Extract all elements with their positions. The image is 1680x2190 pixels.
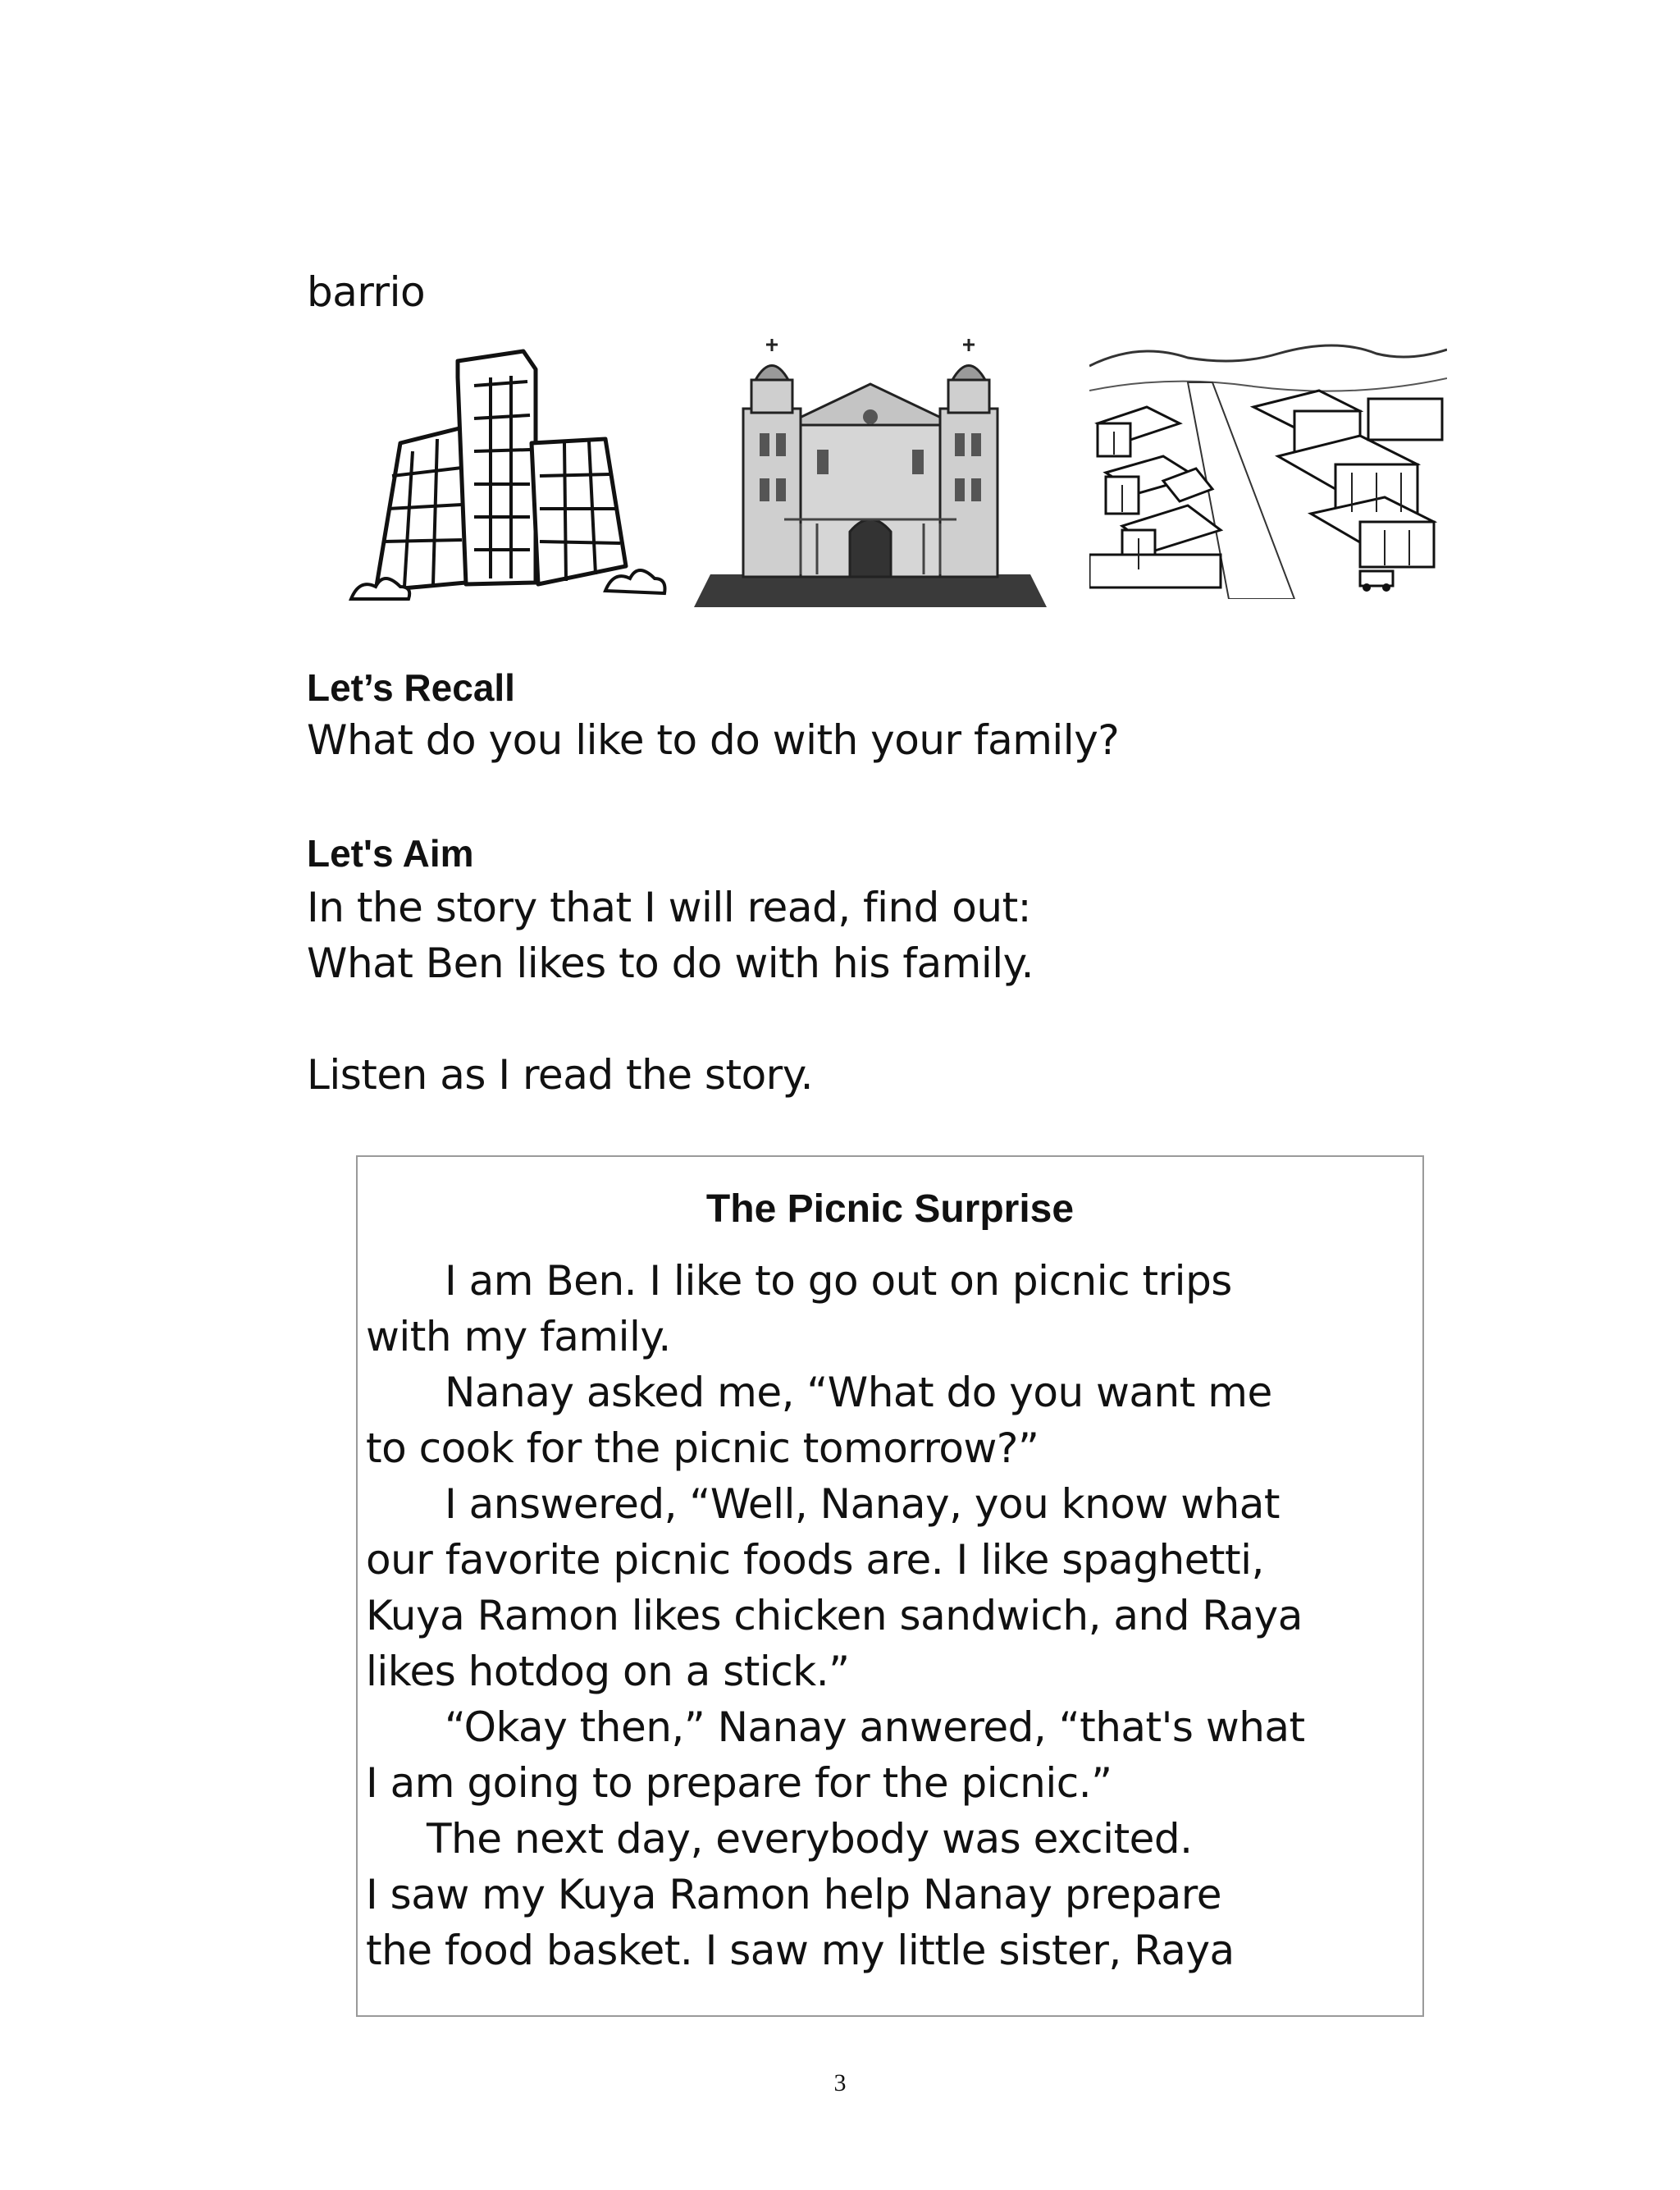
story-line: The next day, everybody was excited. xyxy=(427,1815,1193,1863)
story-line: Nanay asked me, “What do you want me xyxy=(445,1369,1272,1416)
story-line: I am going to prepare for the picnic.” xyxy=(366,1759,1112,1807)
story-line: I saw my Kuya Ramon help Nanay prepare xyxy=(366,1871,1221,1918)
story-line: with my family. xyxy=(366,1313,671,1360)
aim-line-1: In the story that I will read, find out: xyxy=(307,884,1032,931)
recall-heading: Let’s Recall xyxy=(307,666,515,709)
story-title: The Picnic Surprise xyxy=(705,1187,1075,1231)
story-line: to cook for the picnic tomorrow?” xyxy=(366,1424,1039,1472)
church-icon xyxy=(694,335,1047,607)
story-box xyxy=(356,1155,1424,2017)
vocabulary-word: barrio xyxy=(307,268,426,316)
story-line: I answered, “Well, Nanay, you know what xyxy=(445,1480,1281,1528)
listen-instruction: Listen as I read the story. xyxy=(307,1051,814,1099)
story-line: I am Ben. I like to go out on picnic trips xyxy=(445,1257,1232,1305)
village-icon xyxy=(1089,333,1447,599)
story-line: likes hotdog on a stick.” xyxy=(366,1648,850,1695)
story-line: “Okay then,” Nanay anwered, “that's what xyxy=(445,1703,1305,1751)
building-icon xyxy=(343,345,671,607)
story-line: Kuya Ramon likes chicken sandwich, and Raya xyxy=(366,1592,1303,1639)
aim-line-2: What Ben likes to do with his family. xyxy=(307,940,1034,987)
recall-question: What do you like to do with your family? xyxy=(307,716,1120,764)
aim-heading: Let's Aim xyxy=(307,832,474,875)
page-number: 3 xyxy=(833,2069,847,2096)
story-line: our favorite picnic foods are. I like spaghetti, xyxy=(366,1536,1264,1584)
story-line: the food basket. I saw my little sister, Raya xyxy=(366,1927,1235,1974)
